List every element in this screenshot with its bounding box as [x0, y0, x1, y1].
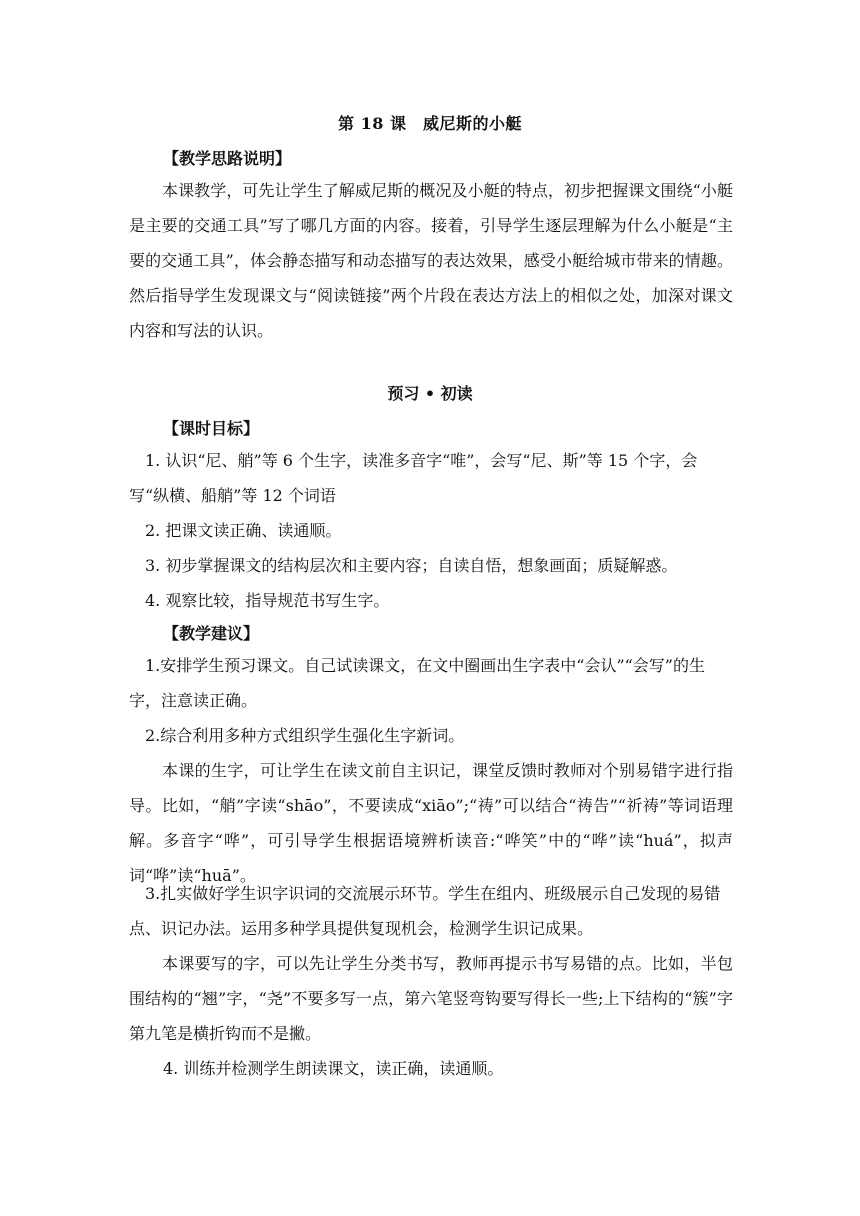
goal-item-1: 1. 认识“尼、艄”等 6 个生字，读准多音字“唯”，会写“尼、斯”等 15 个字，会写“纵横、船艄”等 12 个词语 [129, 451, 698, 505]
suggestion-3: 3.扎实做好学生识字识词的交流展示环节。学生在组内、班级展示自己发现的易错点、识记办法。运用多种学具提供复现机会，检测学生识记成果。 [129, 884, 721, 938]
goal-item-2: 2. 把课文读正确、读通顺。 [145, 521, 342, 540]
section-heading-teaching-suggestions: 【教学建议】 [163, 624, 260, 643]
goal-item-4: 4. 观察比较，指导规范书写生字。 [145, 591, 390, 610]
section-heading-teaching-approach: 【教学思路说明】 [163, 149, 292, 168]
suggestion-4: 4. 训练并检测学生朗读课文，读正确，读通顺。 [163, 1059, 504, 1078]
suggestion-3-detail: 本课要写的字，可以先让学生分类书写，教师再提示书写易错的点。比如，半包围结构的“翘”字，“尧”不要多写一点，第六笔竖弯钩要写得长一些;上下结构的“簇”字第九笔是横折钩而不是撇。 [129, 954, 733, 1043]
suggestion-2-detail: 本课的生字，可让学生在读文前自主识记，课堂反馈时教师对个别易错字进行指导。比如，“艄”字读“shāo”，不要读成“xiāo”;“祷”可以结合“祷告”“祈祷”等词语理解。多音字“哗”，可引导学生根据语境辨析读音:“哗笑”中的“哗”读“huá”，拟声词“哗”读“huā”。 [129, 761, 733, 885]
goal-item-3: 3. 初步掌握课文的结构层次和主要内容；自读自悟，想象画面；质疑解惑。 [145, 556, 678, 575]
section-subtitle: 预习 • 初读 [387, 384, 473, 403]
suggestion-1: 1.安排学生预习课文。自己试读课文，在文中圈画出生字表中“会认”“会写”的生字，注意读正确。 [129, 656, 705, 710]
suggestion-2: 2.综合利用多种方式组织学生强化生字新词。 [145, 726, 465, 745]
section-heading-lesson-goals: 【课时目标】 [163, 419, 260, 438]
lesson-title: 第 18 课 威尼斯的小艇 [338, 114, 522, 133]
teaching-approach-paragraph: 本课教学，可先让学生了解威尼斯的概况及小艇的特点，初步把握课文围绕“小艇是主要的交通工具”写了哪几方面的内容。接着，引导学生逐层理解为什么小艇是“主要的交通工具”，体会静态描写和动态描写的表达效果，感受小艇给城市带来的情趣。然后指导学生发现课文与“阅读链接”两个片段在表达方法上的相似之处，加深对课文内容和写法的认识。 [129, 181, 733, 340]
